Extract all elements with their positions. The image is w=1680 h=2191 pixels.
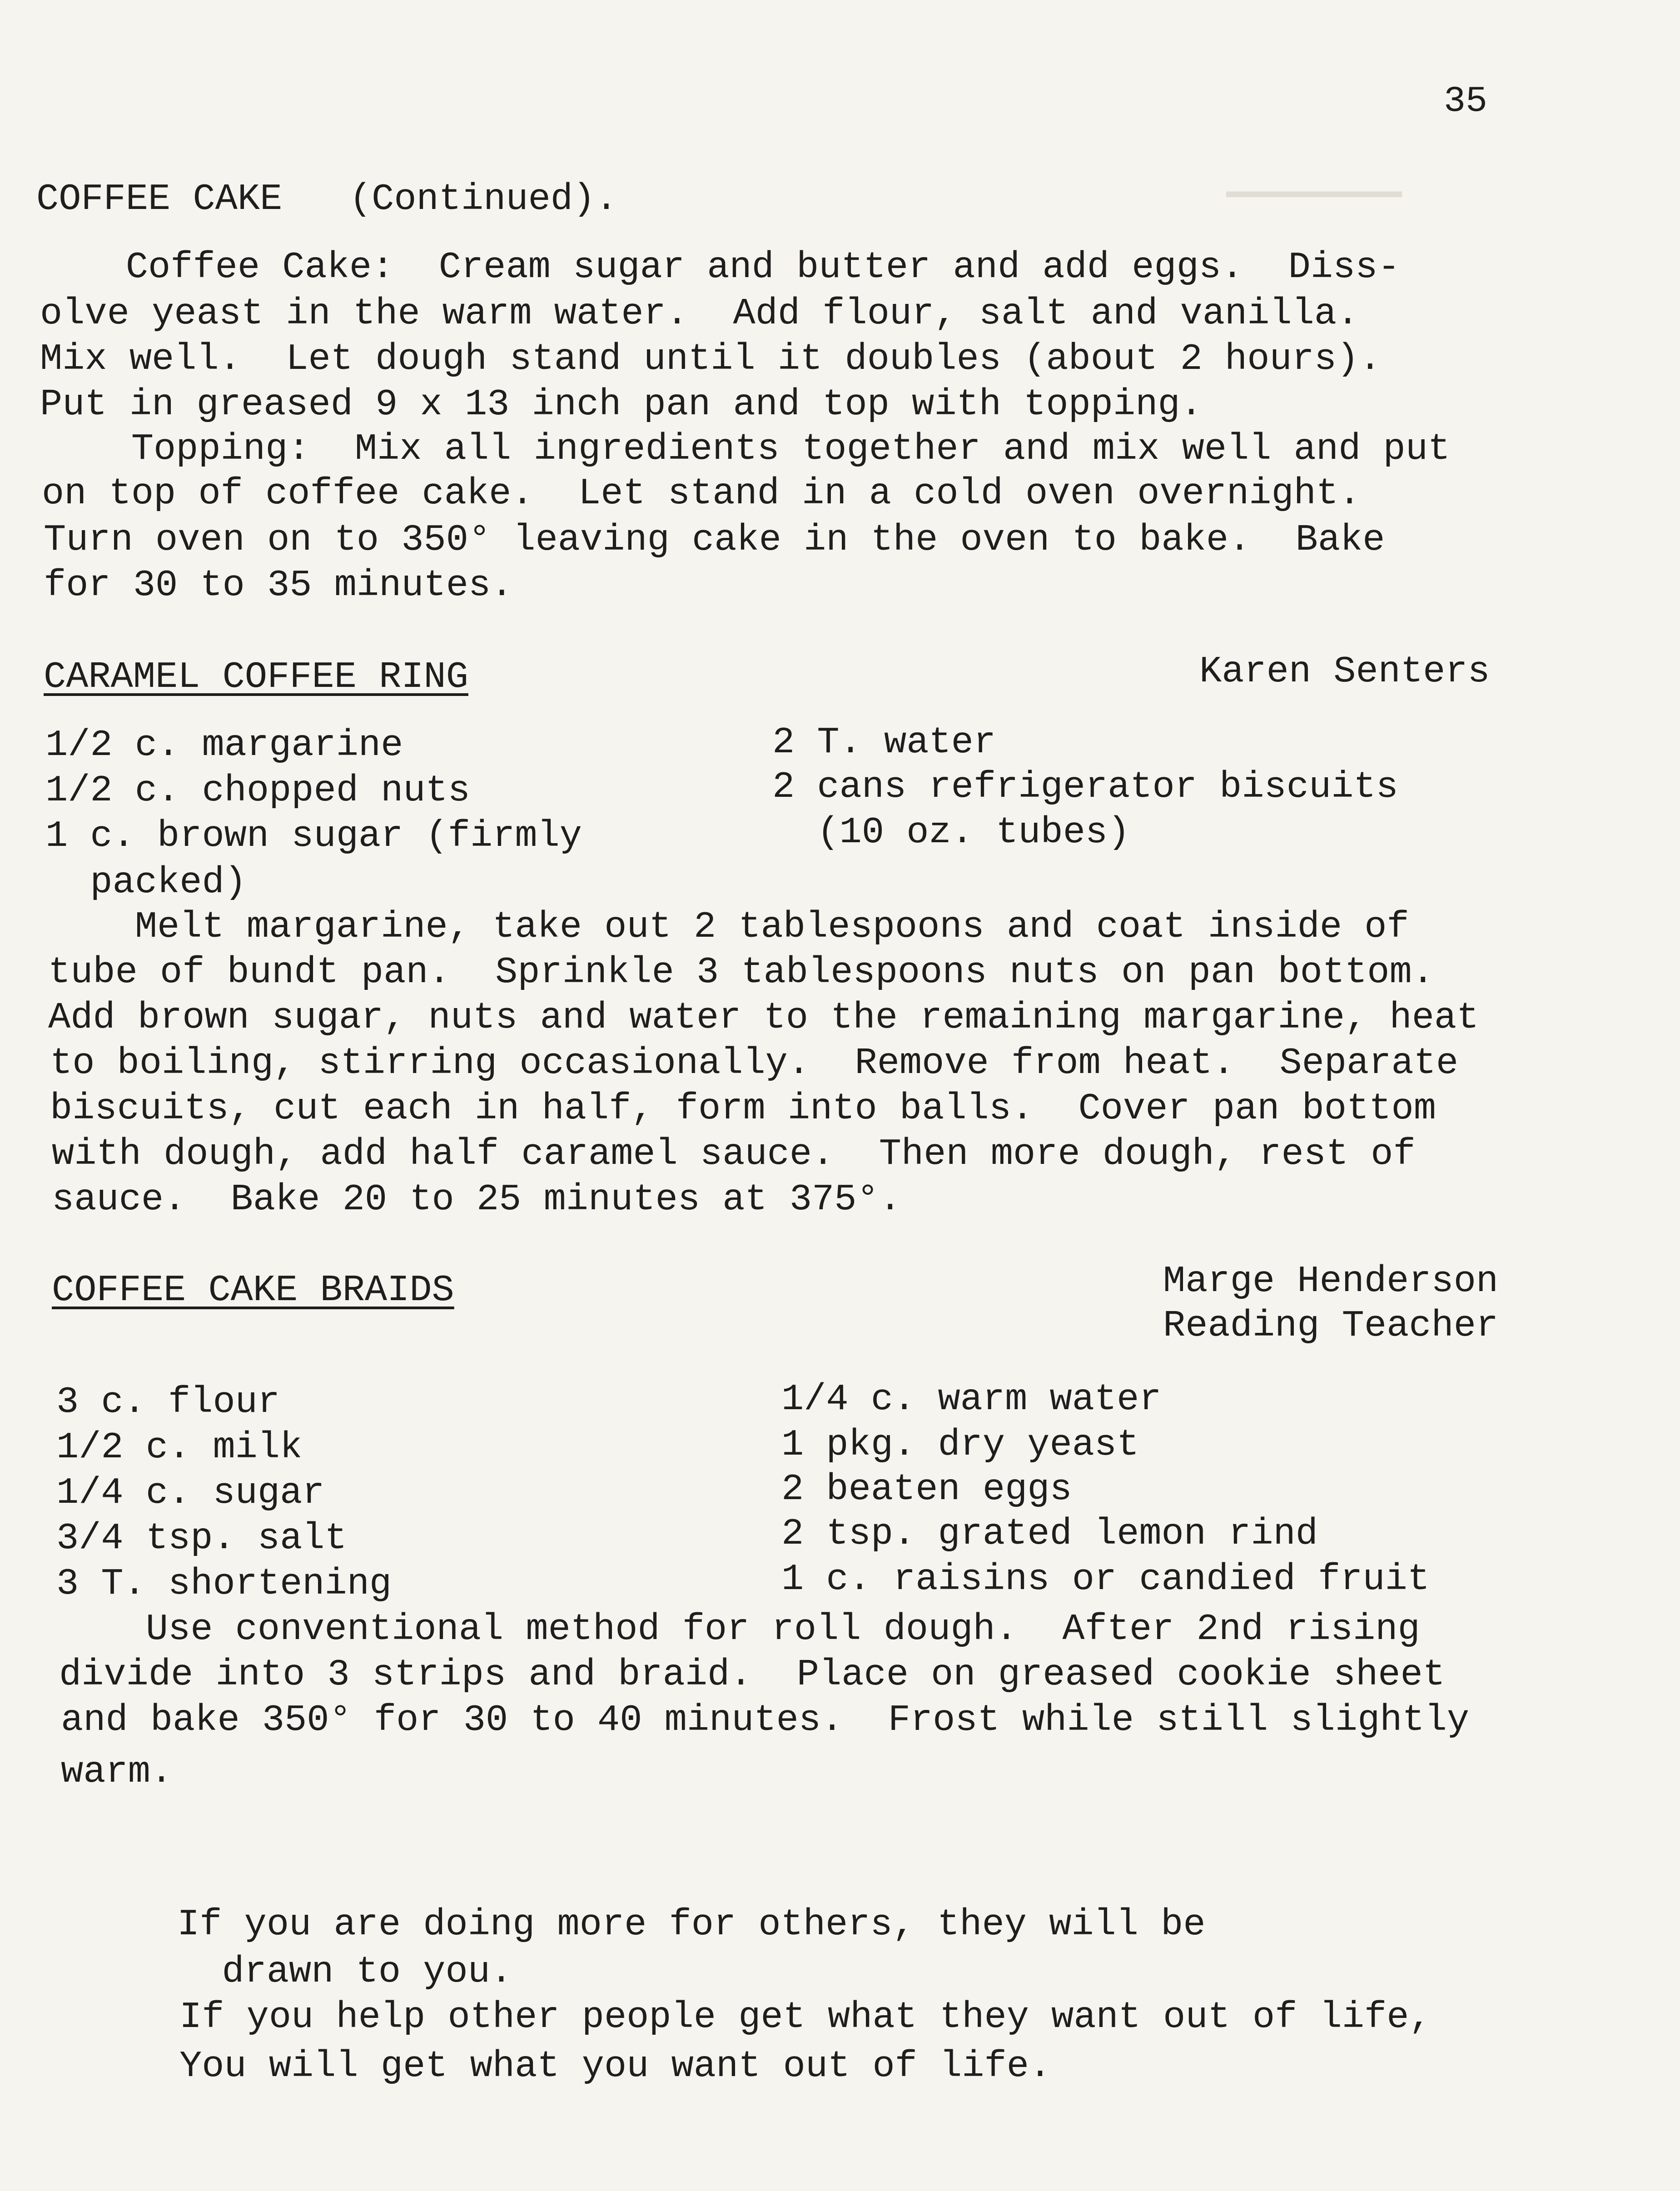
ingredient: 1 pkg. dry yeast <box>781 1424 1139 1466</box>
ingredient: 1/4 c. warm water <box>781 1378 1162 1421</box>
text-line: divide into 3 strips and braid. Place on greased cookie sheet <box>59 1654 1445 1696</box>
text-line: sauce. Bake 20 to 25 minutes at 375°. <box>52 1178 901 1221</box>
text-line: Melt margarine, take out 2 tablespoons and coat inside of <box>45 906 1409 948</box>
text-line: to boiling, stirring occasionally. Remove from heat. Separate <box>50 1042 1459 1084</box>
ingredient: 1 c. raisins or candied fruit <box>781 1558 1430 1600</box>
text-line: with dough, add half caramel sauce. Then more dough, rest of <box>52 1133 1416 1175</box>
bleed-through-decoration: ▁▁▁▁▁▁▁▁ <box>1227 158 1402 199</box>
ingredient: 3 c. flour <box>56 1381 280 1423</box>
quote-line: If you are doing more for others, they will be <box>177 1903 1206 1946</box>
text-line: on top of coffee cake. Let stand in a cold oven overnight. <box>42 472 1361 515</box>
ingredient: 1/2 c. margarine <box>45 724 403 766</box>
text-line: and bake 350° for 30 to 40 minutes. Frost while still slightly <box>61 1699 1470 1741</box>
text-line: olve yeast in the warm water. Add flour, salt and vanilla. <box>40 293 1359 335</box>
text-line: Turn oven on to 350° leaving cake in the oven to bake. Bake <box>44 519 1385 561</box>
recipe-author-role: Reading Teacher <box>1163 1305 1499 1347</box>
page-number: 35 <box>1444 81 1488 122</box>
text-line: for 30 to 35 minutes. <box>44 564 513 606</box>
ingredient: 1/2 c. milk <box>56 1426 303 1469</box>
ingredient: 3/4 tsp. salt <box>56 1517 347 1560</box>
recipe-author: Karen Senters <box>1199 651 1490 693</box>
quote-line: If you help other people get what they want out of life, <box>179 1996 1431 2038</box>
ingredient: 1/4 c. sugar <box>56 1472 325 1514</box>
text-line: warm. <box>61 1751 173 1793</box>
quote-line: drawn to you. <box>177 1951 513 1993</box>
text-line: tube of bundt pan. Sprinkle 3 tablespoons nuts on pan bottom. <box>48 951 1434 994</box>
recipe-title: CARAMEL COFFEE RING <box>44 656 468 698</box>
text-line: biscuits, cut each in half, form into balls. Cover pan bottom <box>50 1088 1436 1130</box>
text-line: Add brown sugar, nuts and water to the remaining margarine, heat <box>48 997 1479 1039</box>
ingredient: 1/2 c. chopped nuts <box>45 770 470 812</box>
quote-line: You will get what you want out of life. <box>179 2045 1052 2087</box>
ingredient: packed) <box>45 861 247 904</box>
ingredient: 3 T. shortening <box>56 1563 392 1605</box>
ingredient: (10 oz. tubes) <box>772 811 1130 854</box>
ingredient: 2 cans refrigerator biscuits <box>772 766 1398 808</box>
section-header: COFFEE CAKE (Continued). <box>36 178 618 220</box>
text-line: Coffee Cake: Cream sugar and butter and add eggs. Diss- <box>36 246 1400 288</box>
text-line: Mix well. Let dough stand until it doubles (about 2 hours). <box>40 338 1382 380</box>
ingredient: 2 beaten eggs <box>781 1468 1072 1510</box>
recipe-title: COFFEE CAKE BRAIDS <box>52 1269 454 1312</box>
text-line: Put in greased 9 x 13 inch pan and top with topping. <box>40 383 1203 426</box>
text-line: Topping: Mix all ingredients together and mix well and put <box>42 428 1451 470</box>
ingredient: 1 c. brown sugar (firmly <box>45 815 582 857</box>
ingredient: 2 tsp. grated lemon rind <box>781 1513 1318 1555</box>
ingredient: 2 T. water <box>772 721 996 764</box>
text-line: Use conventional method for roll dough. After 2nd rising <box>56 1608 1420 1650</box>
recipe-author: Marge Henderson <box>1163 1260 1499 1302</box>
